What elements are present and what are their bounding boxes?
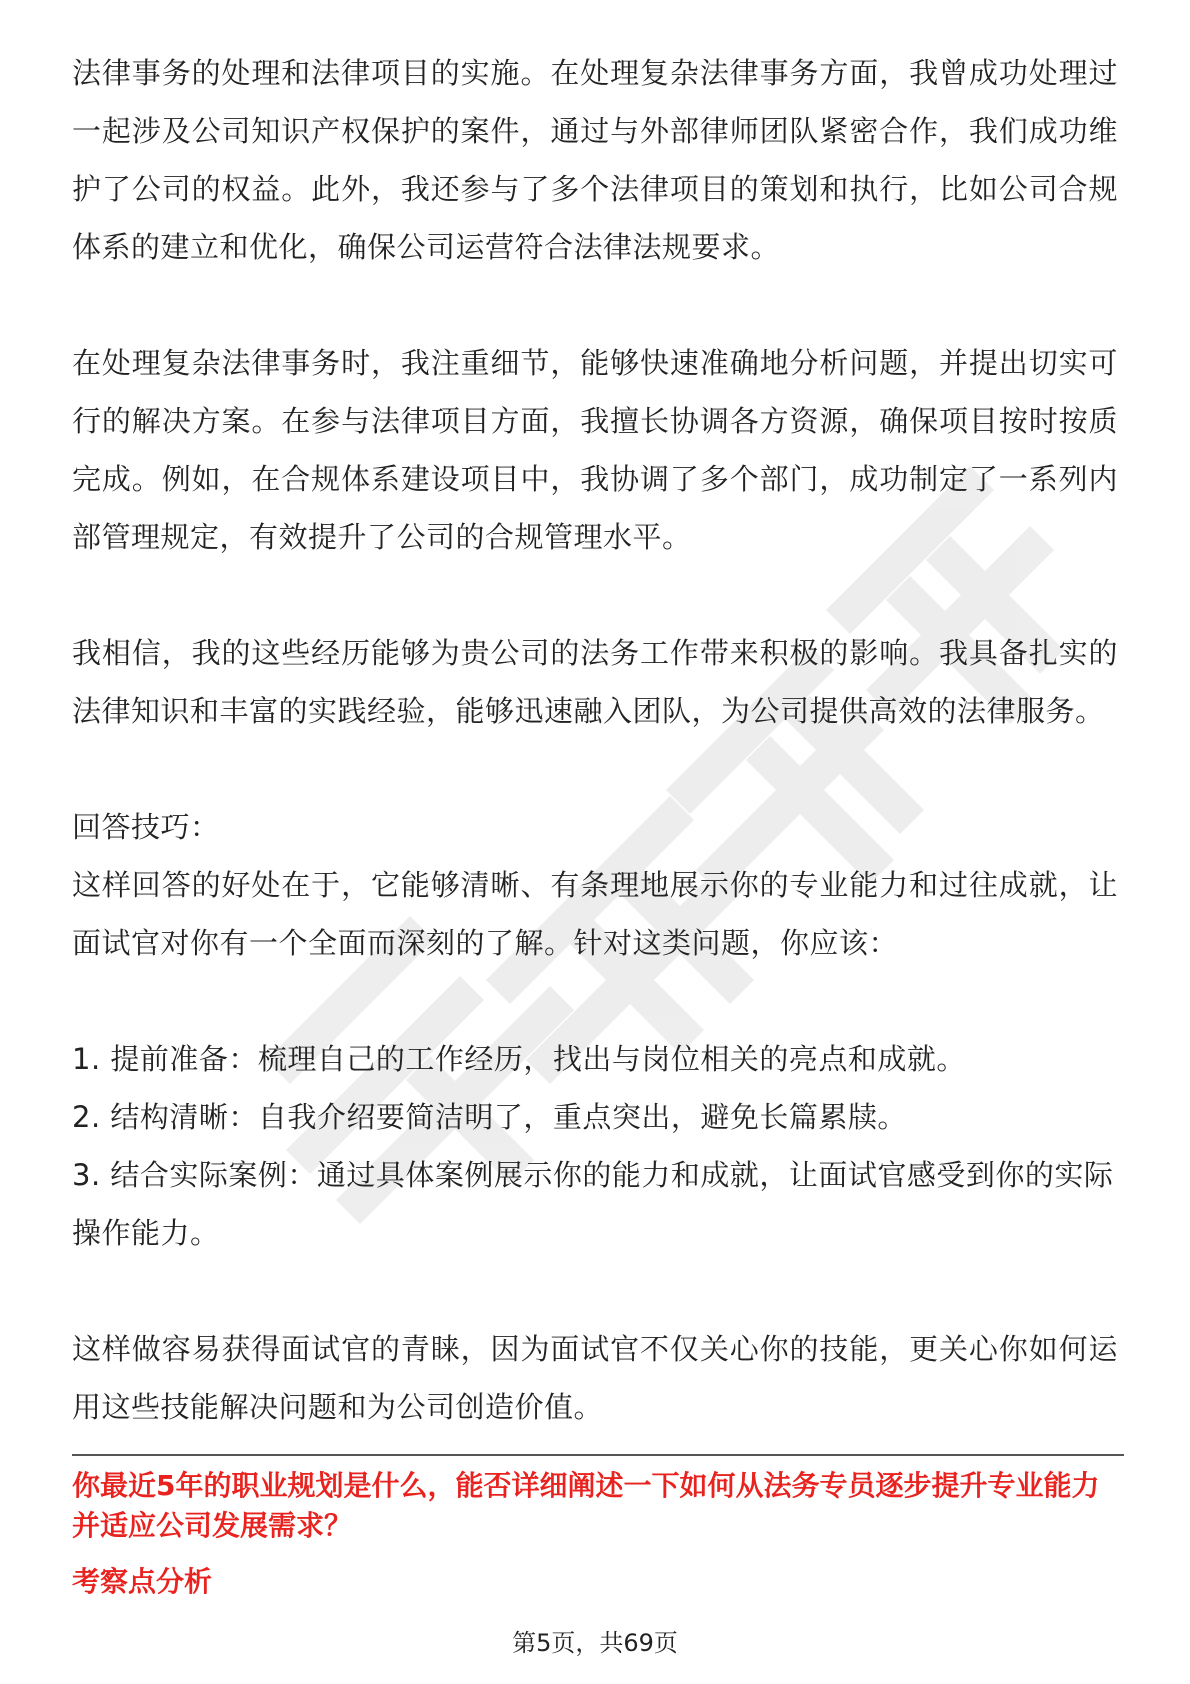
paragraph-strengths: 在处理复杂法律事务时，我注重细节，能够快速准确地分析问题，并提出切实可行的解决方案。在参与法律项目方面，我擅长协调各方资源，确保项目按时按质完成。例如，在合规体系建设项目中，我协调了多个部门，成功制定了一系列内部管理规定，有效提升了公司的合规管理水平。 (72, 346, 1118, 554)
main-content (72, 44, 1118, 1436)
analysis-heading: 考察点分析 (72, 1565, 213, 1598)
page-number-footer: 第5页，共69页 (512, 1629, 678, 1657)
section-divider (72, 1454, 1124, 1456)
paragraph-experience: 法律事务的处理和法律项目的实施。在处理复杂法律事务方面，我曾成功处理过一起涉及公司知识产权保护的案件，通过与外部律师团队紧密合作，我们成功维护了公司的权益。此外，我还参与了多个法律项目的策划和执行，比如公司合规体系的建立和优化，确保公司运营符合法律法规要求。 (72, 56, 1118, 264)
list-item: 2. 结构清晰：自我介绍要简洁明了，重点突出，避免长篇累牍。 (72, 1100, 907, 1134)
paragraph-conclusion: 我相信，我的这些经历能够为贵公司的法务工作带来积极的影响。我具备扎实的法律知识和丰富的实践经验，能够迅速融入团队，为公司提供高效的法律服务。 (72, 636, 1118, 728)
list-item: 1. 提前准备：梳理自己的工作经历，找出与岗位相关的亮点和成就。 (72, 1042, 966, 1076)
next-question-title: 你最近5年的职业规划是什么，能否详细阐述一下如何从法务专员逐步提升专业能力并适应公司发展需求？ (72, 1469, 1100, 1542)
tips-conclusion: 这样做容易获得面试官的青睐，因为面试官不仅关心你的技能，更关心你如何运用这些技能解决问题和为公司创造价值。 (72, 1332, 1118, 1424)
list-item: 3. 结合实际案例：通过具体案例展示你的能力和成就，让面试官感受到你的实际操作能力。 (72, 1158, 1114, 1250)
tips-intro: 这样回答的好处在于，它能够清晰、有条理地展示你的专业能力和过往成就，让面试官对你有一个全面而深刻的了解。针对这类问题，你应该： (72, 868, 1118, 960)
tips-heading: 回答技巧： (72, 810, 220, 844)
